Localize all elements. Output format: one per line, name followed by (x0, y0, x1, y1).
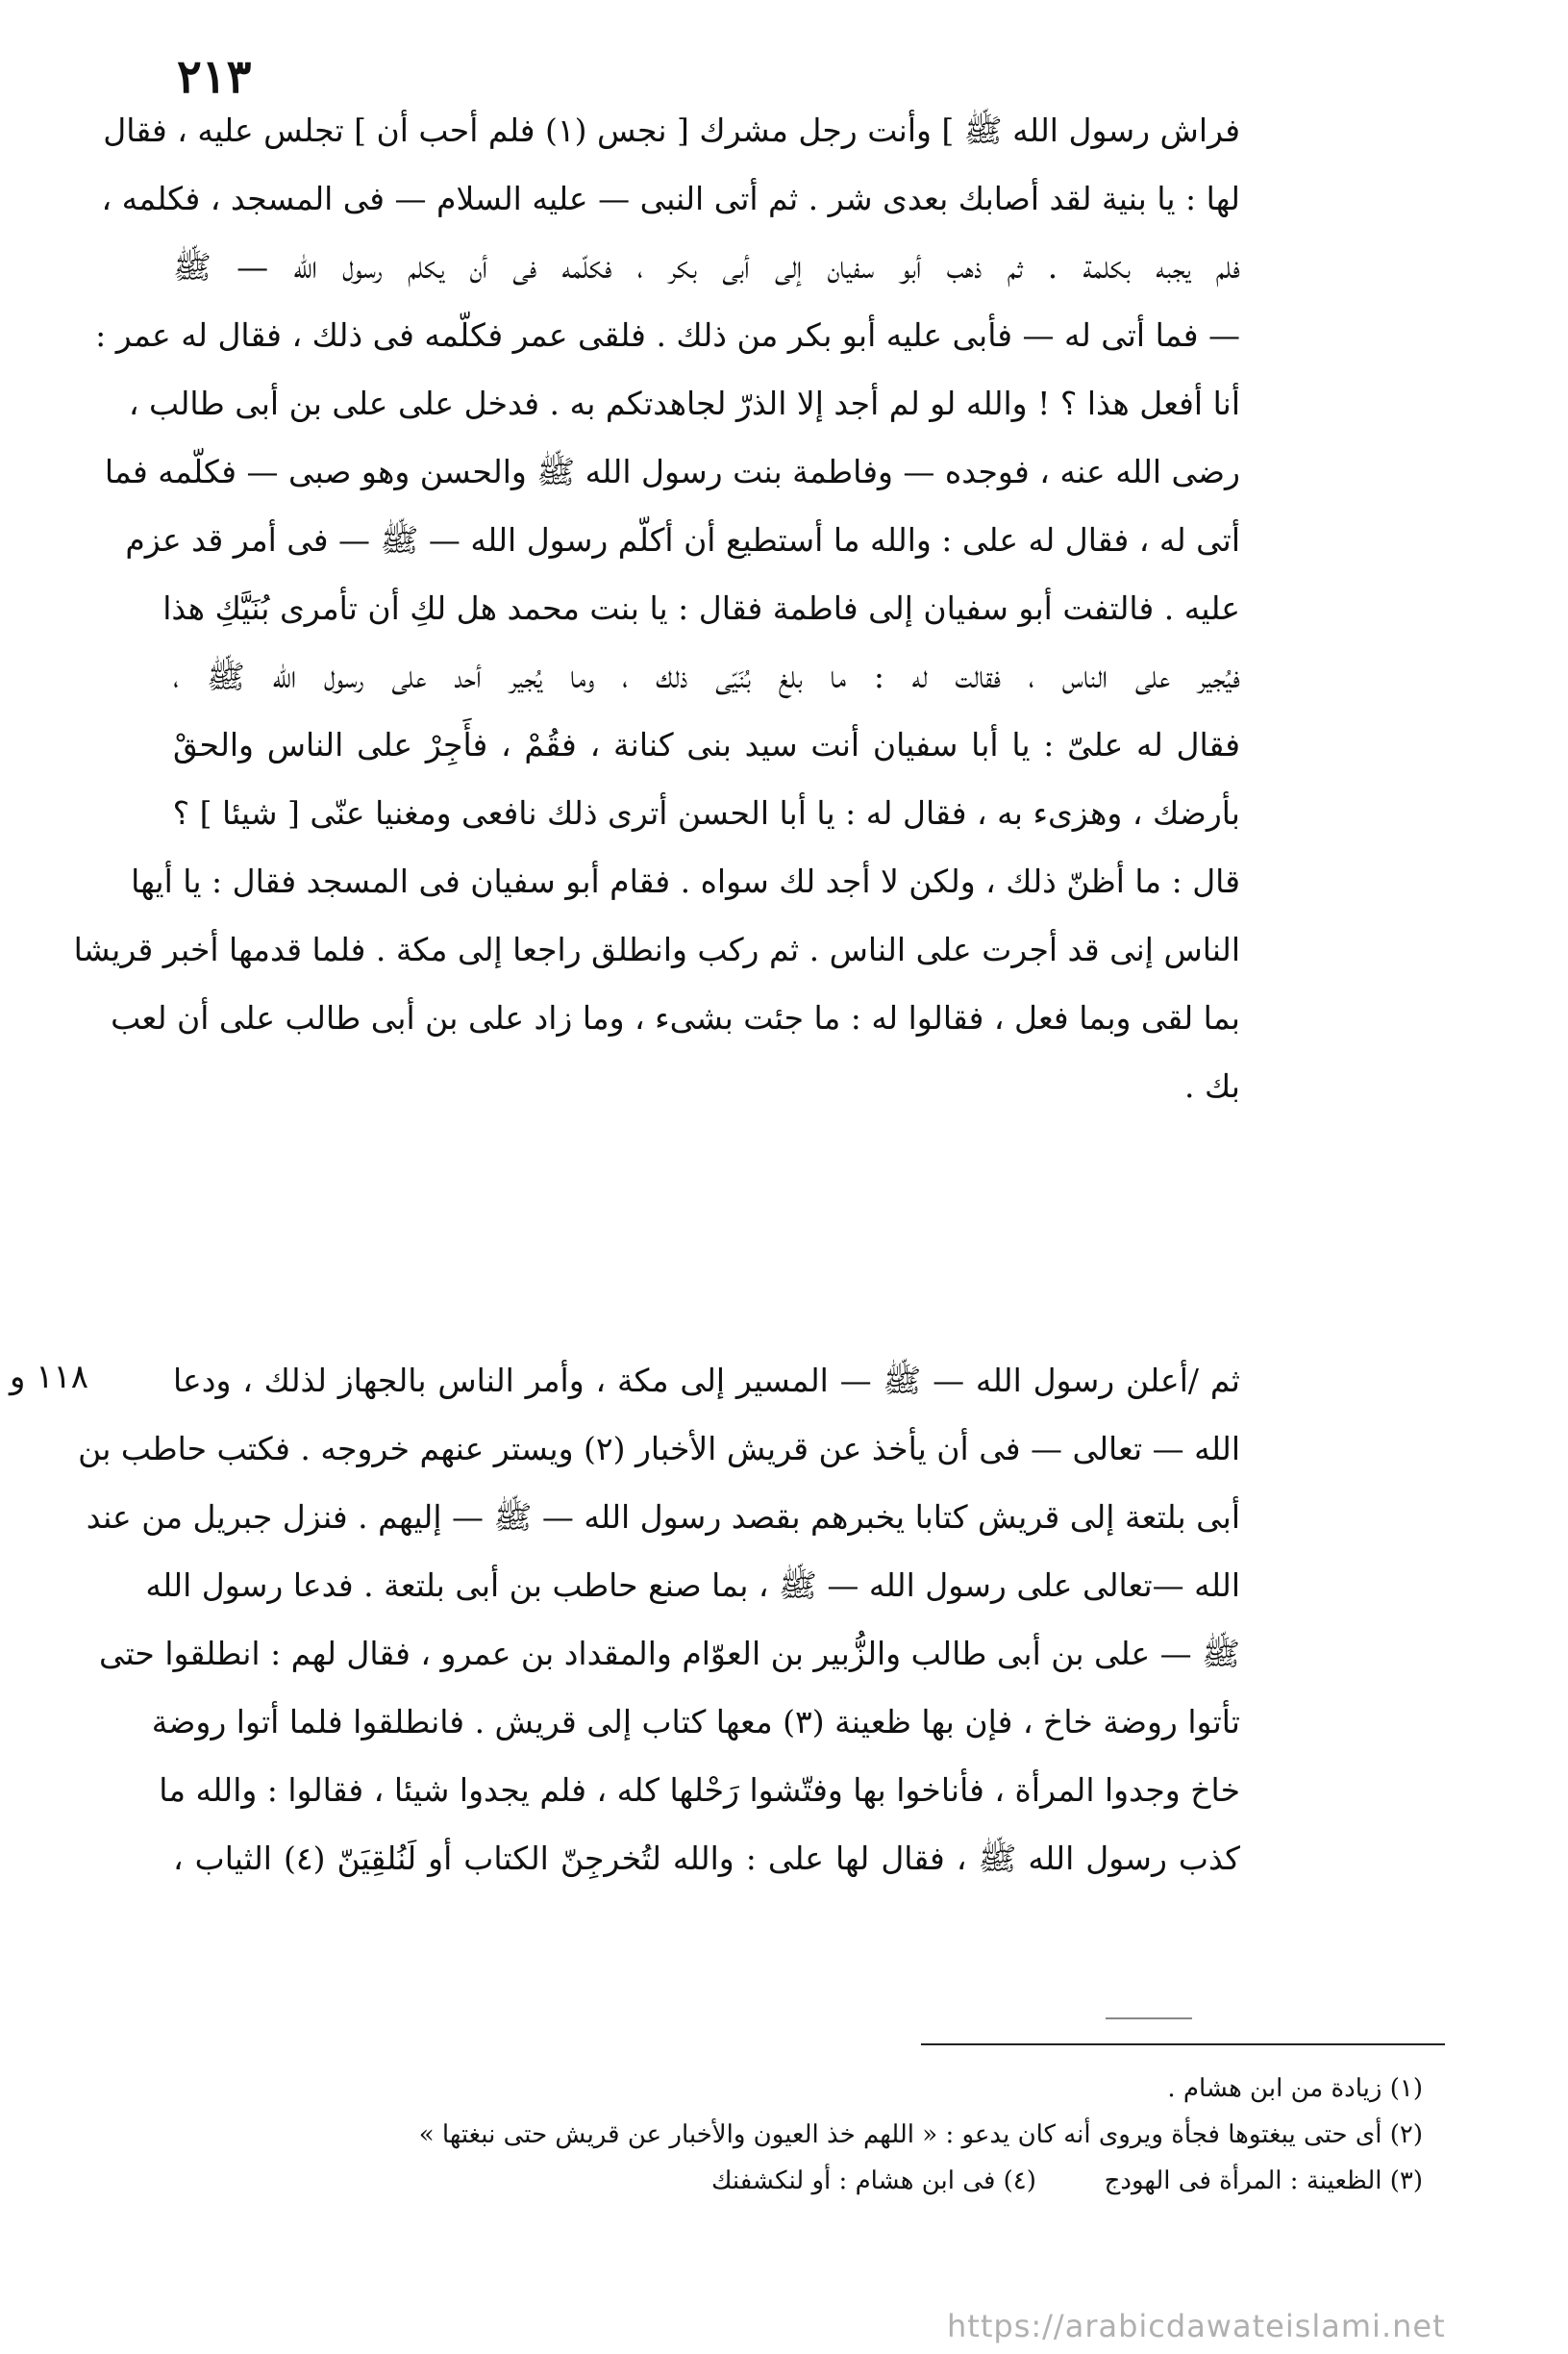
text-line: خاخ وجدوا المرأة ، فأناخوا بها وفتّشوا رَحْلها كله ، فلم يجدوا شيئا ، فقالوا : والله ما (159, 1771, 1240, 1809)
footnote-4: (٤) فى ابن هشام : أو لنكشفنك (711, 2166, 1036, 2195)
text-line: أنا أفعل هذا ؟ ! والله لو لم أجد إلا الذرّ لجاهدتكم به . فدخل على على بن أبى طالب ، (128, 385, 1240, 422)
text-line: الله —تعالى على رسول الله — ﷺ ، بما صنع حاطب بن أبى بلتعة . فدعا رسول الله (145, 1566, 1240, 1604)
text-line: بما لقى وبما فعل ، فقالوا له : ما جئت بشىء ، وما زاد على بن أبى طالب على أن لعب (111, 999, 1240, 1037)
text-line: فلم يجبه بكلمة . ثم ذهب أبو سفيان إلى أبى بكر ، فكلّمه فى أن يكلم رسول الله — ﷺ (173, 248, 1240, 286)
text-line: الله — تعالى — فى أن يأخذ عن قريش الأخبار (٢) ويستر عنهم خروجه . فكتب حاطب بن (78, 1430, 1240, 1467)
footnotes (173, 2066, 1423, 2204)
decorative-rule (1106, 2017, 1192, 2019)
watermark: https://arabicdawateislami.net (947, 2308, 1446, 2344)
footnote-row (173, 2158, 1423, 2204)
folio-marker: ١١٨ و (10, 1358, 89, 1396)
footnote-separator (921, 2043, 1445, 2045)
footnote-1: (١) زيادة من ابن هشام . (1167, 2074, 1423, 2103)
text-line: قال : ما أظنّ ذلك ، ولكن لا أجد لك سواه . فقام أبو سفيان فى المسجد فقال : يا أيها (131, 863, 1240, 900)
text-line: لها : يا بنية لقد أصابك بعدى شر . ثم أتى النبى — عليه السلام — فى المسجد ، فكلمه ، (101, 180, 1240, 217)
text-line: عليه . فالتفت أبو سفيان إلى فاطمة فقال : يا بنت محمد هل لكِ أن تأمرى بُنَيَّكِ هذا (162, 589, 1240, 627)
page-number: ٢١٣ (177, 50, 252, 104)
text-line: تأتوا روضة خاخ ، فإن بها ظعينة (٣) معها كتاب إلى قريش . فانطلقوا فلما أتوا روضة (151, 1703, 1240, 1740)
footnote-2: (٢) أى حتى يبغتوها فجأة ويروى أنه كان يدعو : « اللهم خذ العيون والأخبار عن قريش حتى نبغتها » (418, 2120, 1423, 2149)
text-line: ﷺ — على بن أبى طالب والزُّبير بن العوّام والمقداد بن عمرو ، فقال لهم : انطلقوا حتى (98, 1635, 1240, 1672)
footnote-3: (٣) الظعينة : المرأة فى الهودج (1104, 2166, 1423, 2195)
text-line: الناس إنى قد أجرت على الناس . ثم ركب وانطلق راجعا إلى مكة . فلما قدمها أخبر قريشا (73, 931, 1240, 968)
paragraph-2 (78, 1346, 1240, 1892)
paragraph-1 (73, 96, 1240, 1120)
text-line: رضى الله عنه ، فوجده — وفاطمة بنت رسول الله ﷺ والحسن وهو صبى — فكلّمه فما (104, 453, 1240, 490)
text-line: فقال له علىّ : يا أبا سفيان أنت سيد بنى كنانة ، فقُمْ ، فأَجِرْ على الناس والحقْ (173, 726, 1240, 764)
text-line: بأرضك ، وهزىء به ، فقال له : يا أبا الحسن أترى ذلك نافعى ومغنيا عنّى [ شيئا ] ؟ (172, 794, 1240, 832)
text-line: فراش رسول الله ﷺ ] وأنت رجل مشرك [ نجس (١) فلم أحب أن ] تجلس عليه ، فقال (103, 112, 1240, 149)
text-line: أبى بلتعة إلى قريش كتابا يخبرهم بقصد رسول الله — ﷺ — إليهم . فنزل جبريل من عند (86, 1498, 1240, 1536)
text-line: فيُجير على الناس ، فقالت له : ما بلغ بُنَيّى ذلك ، وما يُجير أحد على رسول الله ﷺ ، (173, 658, 1240, 695)
text-line: بك . (1184, 1067, 1240, 1105)
text-line: — فما أتى له — فأبى عليه أبو بكر من ذلك . فلقى عمر فكلّمه فى ذلك ، فقال له عمر : (95, 316, 1240, 354)
text-line: كذب رسول الله ﷺ ، فقال لها على : والله لتُخرجِنّ الكتاب أو لَنُلقِيَنّ (٤) الثياب ، (173, 1840, 1240, 1877)
text-line: ثم /أعلن رسول الله — ﷺ — المسير إلى مكة ، وأمر الناس بالجهاز لذلك ، ودعا (173, 1362, 1240, 1399)
text-line: أتى له ، فقال له على : والله ما أستطيع أن أكلّم رسول الله — ﷺ — فى أمر قد عزم (125, 521, 1240, 559)
